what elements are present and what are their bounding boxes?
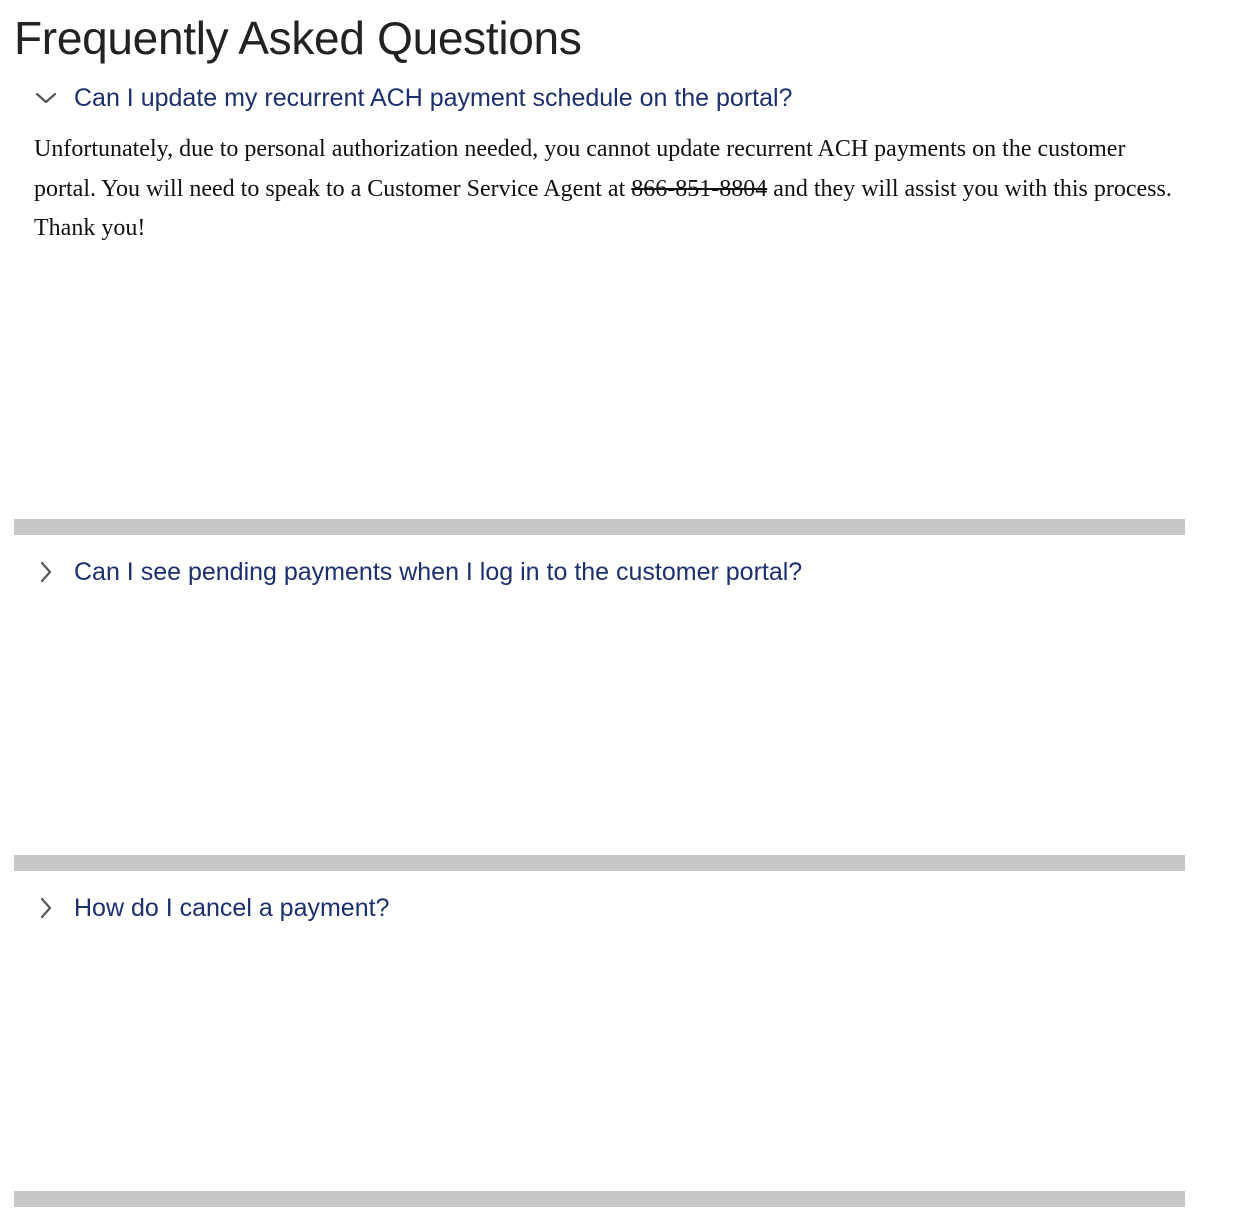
phone-number: 866-851-8804 [631,175,768,202]
faq-divider [14,855,1185,871]
chevron-right-icon[interactable] [34,896,58,920]
faq-item-pending-payments [14,552,1185,852]
faq-question[interactable]: Can I update my recurrent ACH payment schedule on the portal? [74,84,793,112]
faq-item-ach-schedule [14,78,1185,518]
faq-toggle-pending-payments[interactable] [14,552,1185,592]
faq-item-cancel-payment [14,888,1185,1188]
answer-text: Unfortunately, due to personal authorization needed, you cannot update recurrent ACH payments on the customer portal. You will need to speak to a Customer Service Agent at [34,136,1126,202]
faq-answer [34,130,1174,249]
faq-divider [14,519,1185,535]
faq-question[interactable]: Can I see pending payments when I log in to the customer portal? [74,558,803,586]
chevron-down-icon[interactable] [34,86,58,110]
faq-toggle-cancel-payment[interactable] [14,888,1185,928]
page-title: Frequently Asked Questions [14,12,582,64]
faq-question[interactable]: How do I cancel a payment? [74,894,390,922]
answer-text: and they will assist you with this process. Thank you! [34,175,1172,241]
faq-toggle-ach-schedule[interactable] [14,78,1185,118]
chevron-right-icon[interactable] [34,560,58,584]
faq-divider [14,1191,1185,1207]
